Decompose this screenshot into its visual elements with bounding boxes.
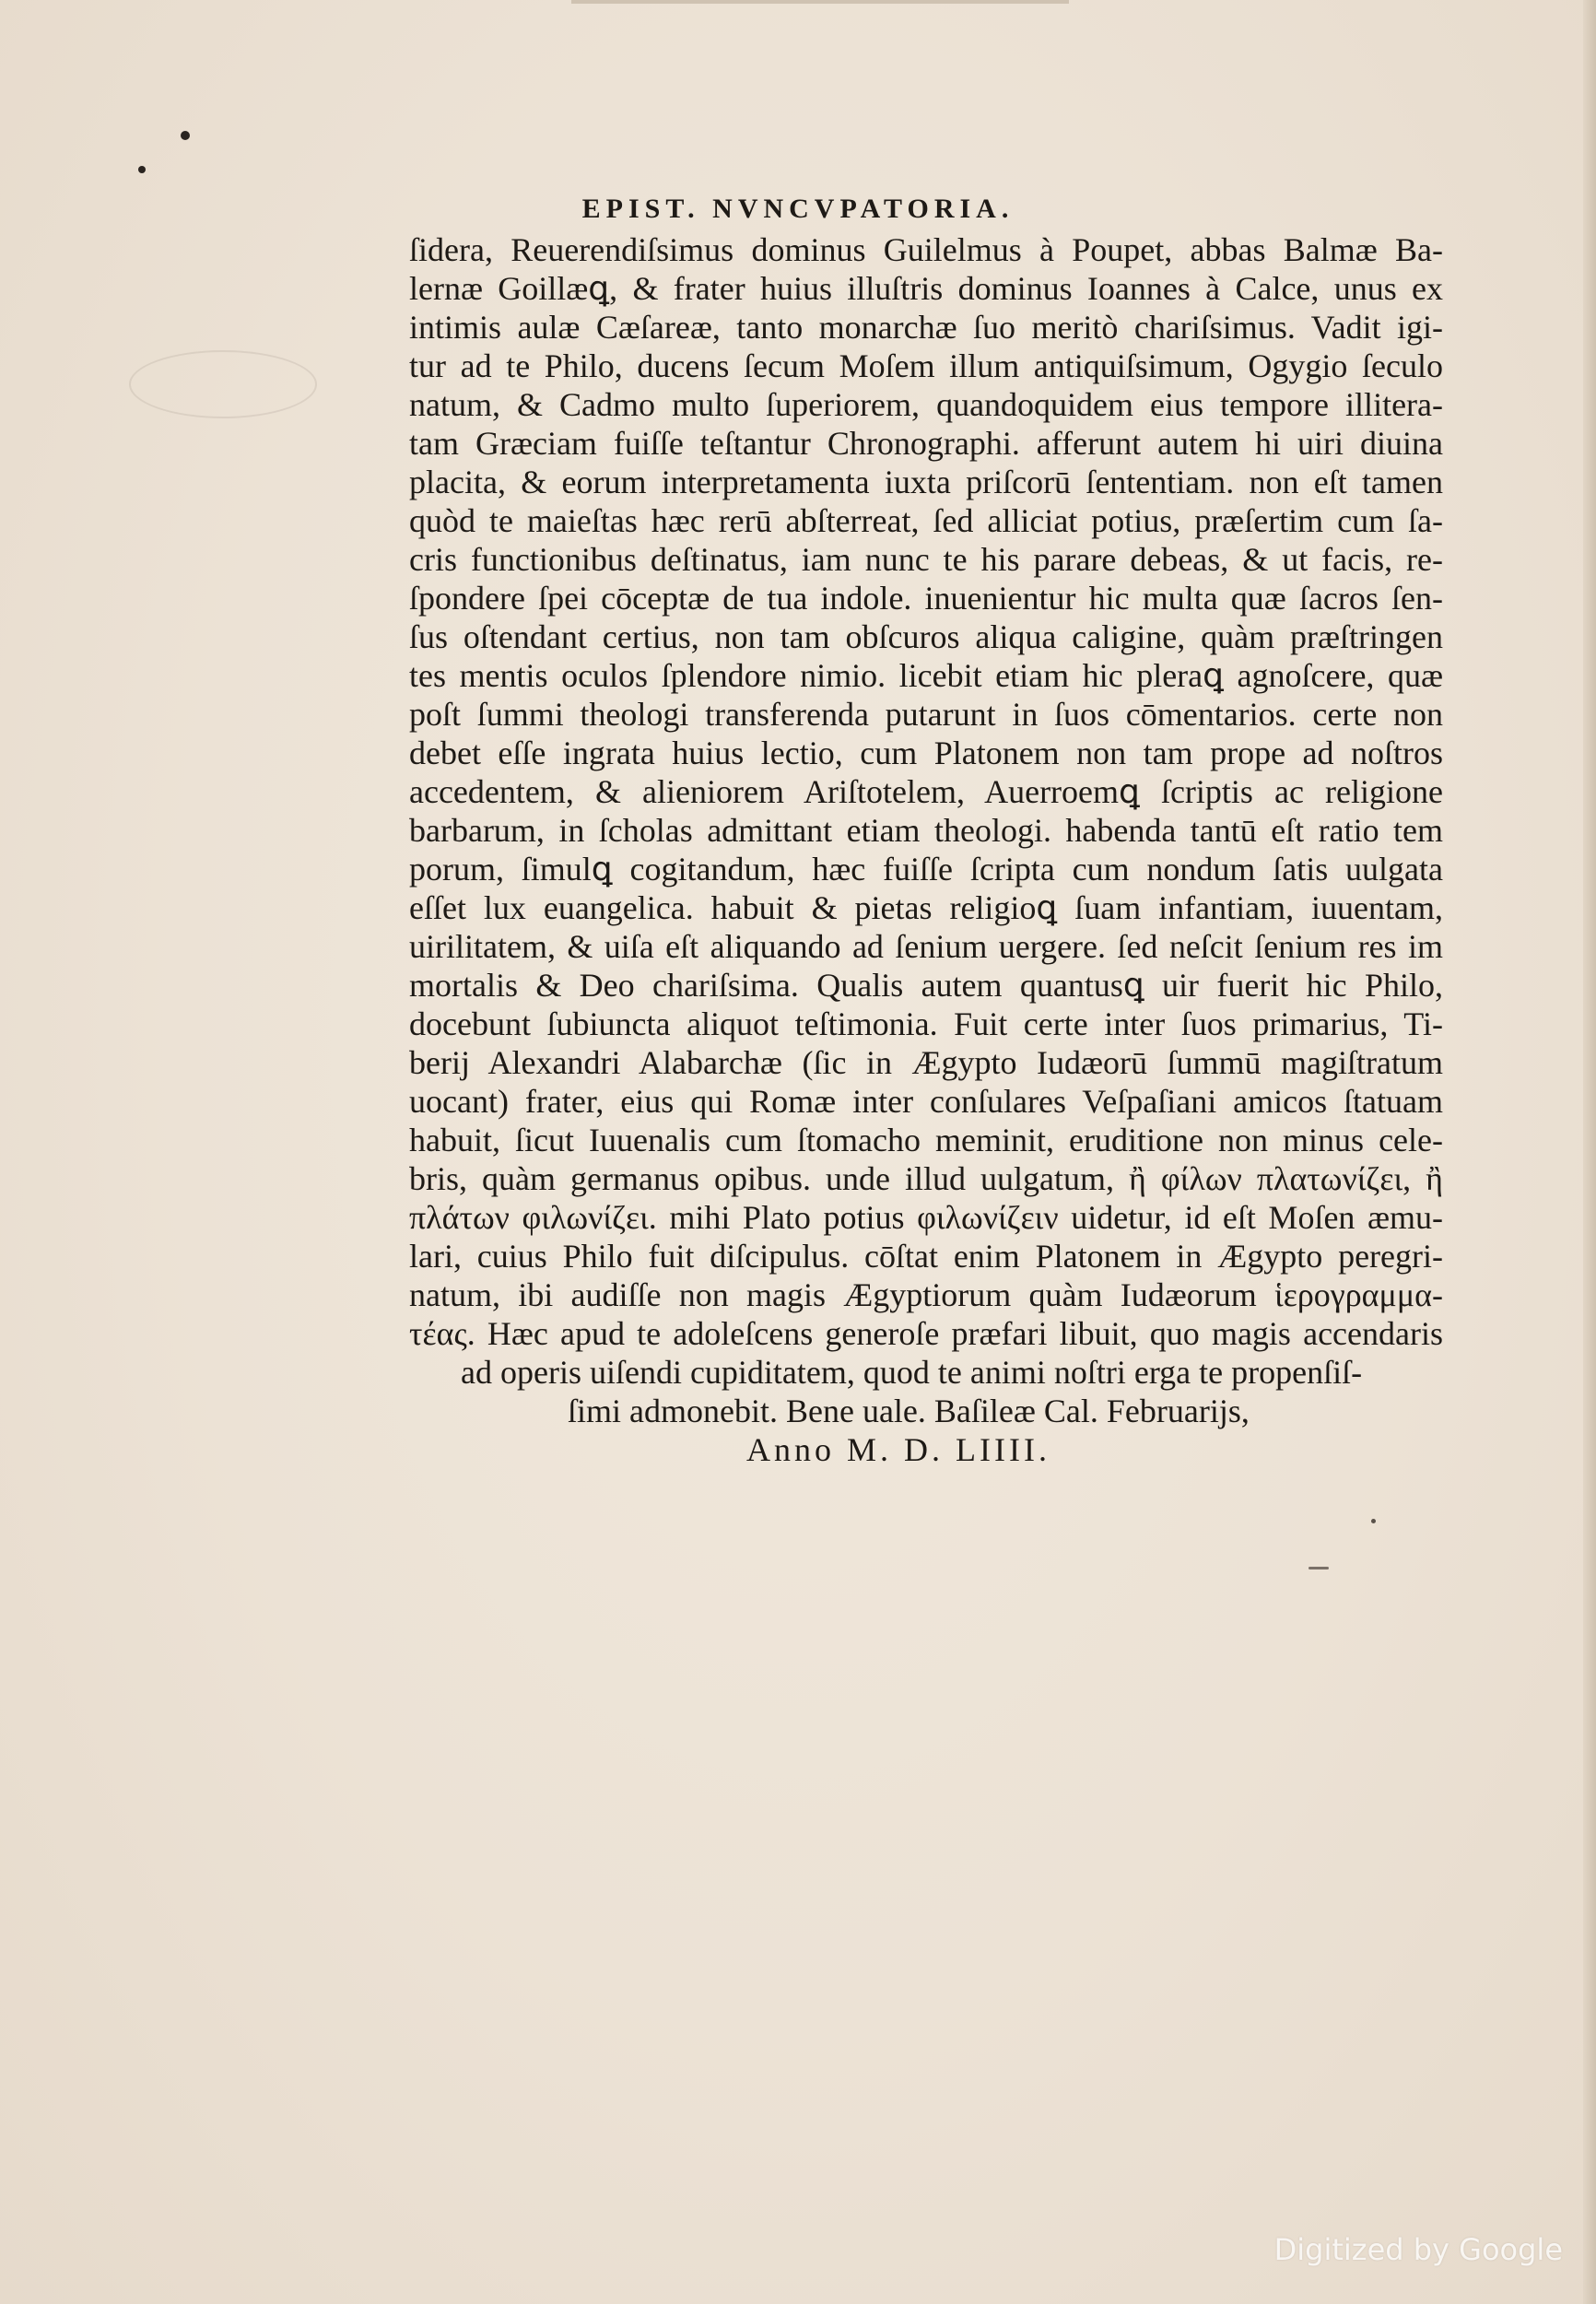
text-line: mortalis & Deo chariſsima. Qualis autem quantusꝗ uir fuerit hic Philo,	[409, 967, 1443, 1004]
text-line: bris, quàm germanus opibus. unde illud uulgatum, ἢ φίλων πλατωνίζει, ἢ	[409, 1160, 1443, 1197]
text-line: ſpondere ſpei cōceptæ de tua indole. inuenientur hic multa quæ ſacros ſen-	[409, 580, 1443, 617]
text-line: uirilitatem, & uiſa eſt aliquando ad ſenium uergere. ſed neſcit ſenium res im	[409, 928, 1443, 965]
text-line: berij Alexandri Alabarchæ (ſic in Ægypto Iudæorū ſummū magiſtratum	[409, 1044, 1443, 1081]
text-line: lernæ Goillæꝗ, & frater huius illuſtris dominus Ioannes à Calce, unus ex	[409, 270, 1443, 307]
text-line: ſidera, Reuerendiſsimus dominus Guilelmus à Poupet, abbas Balmæ Ba-	[409, 231, 1443, 268]
text-line: πλάτων φιλωνίζει. mihi Plato potius φιλωνίζειν uidetur, id eſt Moſen æmu-	[409, 1199, 1443, 1236]
text-line: tur ad te Philo, ducens ſecum Moſem illum antiquiſsimum, Ogygio ſeculo	[409, 347, 1443, 384]
text-line: τέας. Hæc apud te adoleſcens generoſe præfari libuit, quo magis accendaris	[409, 1315, 1443, 1352]
text-line: ſus oſtendant certius, non tam obſcuros aliqua caligine, quàm præſtringen	[409, 618, 1443, 655]
text-line: tam Græciam fuiſſe teſtantur Chronographi. afferunt autem hi uiri diuina	[409, 425, 1443, 462]
text-line: uocant) frater, eius qui Romæ inter conſulares Veſpaſiani amicos ſtatuam	[409, 1083, 1443, 1120]
ink-speck	[1371, 1519, 1376, 1523]
digitization-watermark: Digitized by Google	[1273, 2232, 1563, 2267]
ink-speck	[138, 166, 146, 173]
text-line: placita, & eorum interpretamenta iuxta priſcorū ſententiam. non eſt tamen	[409, 464, 1443, 500]
top-edge-mark	[571, 0, 1069, 4]
epistle-body	[409, 230, 1443, 1469]
ink-speck	[181, 131, 190, 140]
text-line: natum, & Cadmo multo ſuperiorem, quandoquidem eius tempore illitera-	[409, 386, 1443, 423]
text-line: porum, ſimulꝗ cogitandum, hæc fuiſſe ſcripta cum nondum ſatis uulgata	[409, 851, 1443, 888]
text-line: docebunt ſubiuncta aliquot teſtimonia. Fuit certe inter ſuos primarius, Ti-	[409, 1005, 1443, 1042]
date-line: Anno M. D. LIIII.	[746, 1431, 1050, 1468]
show-through-stain	[129, 350, 317, 418]
text-line: tes mentis oculos ſplendore nimio. licebit etiam hic pleraꝗ agnoſcere, quæ	[409, 657, 1443, 694]
closing-line: ſimi admonebit. Bene uale. Baſileæ Cal. Februarijs,	[568, 1393, 1250, 1429]
text-line: accedentem, & alieniorem Ariſtotelem, Auerroemꝗ ſcriptis ac religione	[409, 773, 1443, 810]
page-edge-shadow	[1583, 0, 1596, 2304]
text-line: barbarum, in ſcholas admittant etiam theologi. habenda tantū eſt ratio tem	[409, 812, 1443, 849]
text-line: eſſet lux euangelica. habuit & pietas religioꝗ ſuam infantiam, iuuentam,	[409, 889, 1443, 926]
ink-speck	[1308, 1567, 1329, 1569]
text-line: natum, ibi audiſſe non magis Ægyptiorum quàm Iudæorum ἱερογραμμα-	[409, 1276, 1443, 1313]
text-line: cris functionibus deſtinatus, iam nunc te his parare debeas, & ut facis, re-	[409, 541, 1443, 578]
text-line: habuit, ſicut Iuuenalis cum ſtomacho meminit, eruditione non minus cele-	[409, 1122, 1443, 1158]
running-head: EPIST. NVNCVPATORIA.	[581, 194, 1015, 224]
text-line: poſt ſummi theologi transferenda putarunt in ſuos cōmentarios. certe non	[409, 696, 1443, 733]
closing-line: ad operis uiſendi cupiditatem, quod te animi noſtri erga te propenſiſ-	[461, 1354, 1363, 1391]
text-line: lari, cuius Philo fuit diſcipulus. cōſtat enim Platonem in Ægypto peregri-	[409, 1238, 1443, 1275]
text-line: quòd te maieſtas hæc rerū abſterreat, ſed alliciat potius, præſertim cum ſa-	[409, 502, 1443, 539]
text-line: debet eſſe ingrata huius lectio, cum Platonem non tam prope ad noſtros	[409, 735, 1443, 771]
text-line: intimis aulæ Cæſareæ, tanto monarchæ ſuo meritò chariſsimus. Vadit igi-	[409, 309, 1443, 346]
